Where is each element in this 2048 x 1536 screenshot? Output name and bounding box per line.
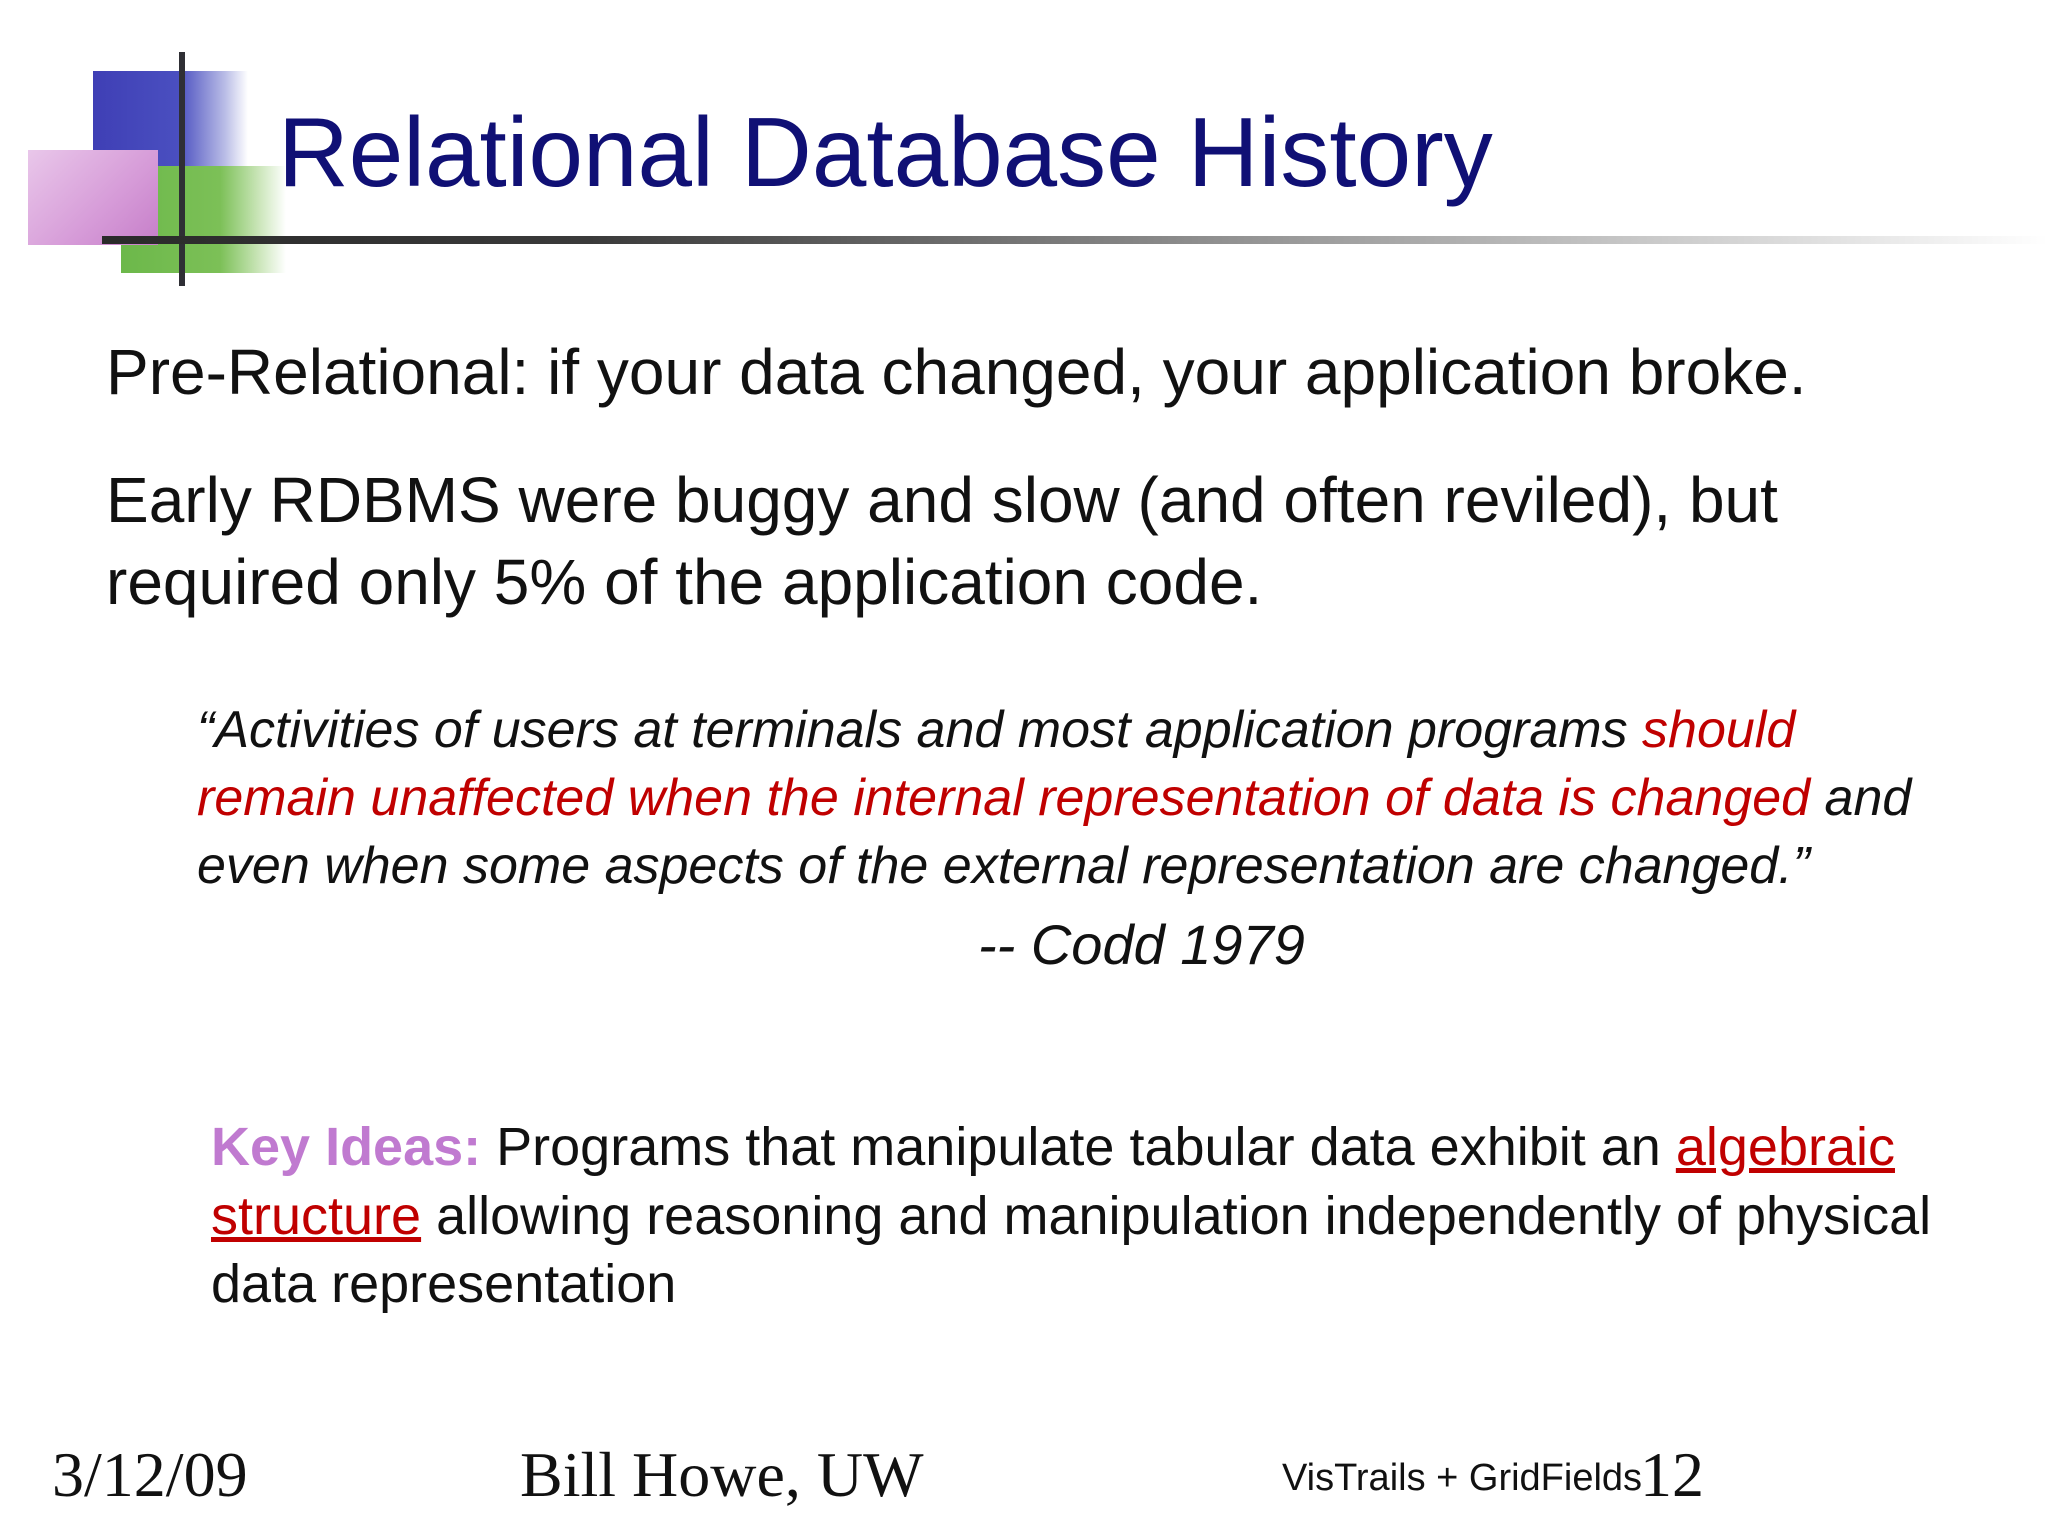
quote-text-part-2: and even when some aspects of the external representation are changed.” [197, 769, 1912, 896]
logo-pink-square [28, 150, 158, 245]
footer-date: 3/12/09 [52, 1439, 248, 1510]
key-ideas-text-2: allowing reasoning and manipulation independently of physical data representation [211, 1185, 1932, 1315]
slide-logo-decoration [0, 0, 320, 300]
paragraph-early-rdbms: Early RDBMS were buggy and slow (and often reviled), but required only 5% of the application code. [106, 464, 1778, 618]
key-ideas-text-1: Programs that manipulate tabular data exhibit an [481, 1117, 1676, 1177]
footer-project: VisTrails + GridFields [1282, 1457, 1643, 1499]
footer-page-number: 12 [1640, 1439, 1704, 1510]
codd-quote [197, 696, 1917, 900]
quote-highlight: should remain unaffected when the internal representation of data is changed [197, 701, 1811, 828]
key-ideas-label: Key Ideas: [211, 1117, 482, 1177]
quote-attribution: -- Codd 1979 [978, 913, 1305, 976]
logo-vertical-line [179, 52, 185, 286]
slide-title: Relational Database History [278, 97, 1493, 207]
quote-text-part-1: “Activities of users at terminals and most application programs [197, 701, 1643, 759]
paragraph-pre-relational: Pre-Relational: if your data changed, your application broke. [106, 336, 1807, 408]
title-rule [102, 236, 2048, 244]
key-ideas [211, 1113, 1951, 1319]
algebraic-structure-link[interactable]: algebraic structure [211, 1117, 1895, 1246]
footer-author: Bill Howe, UW [520, 1439, 924, 1510]
